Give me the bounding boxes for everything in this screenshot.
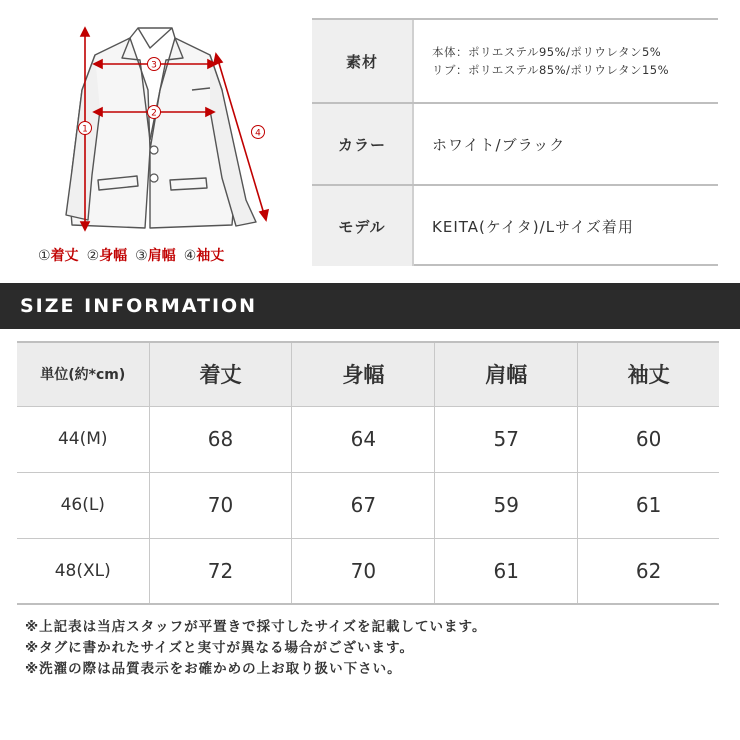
info-row-model: [312, 184, 718, 266]
header-cell: 単位(約*cm): [17, 342, 149, 406]
value-cell: 57: [435, 406, 578, 472]
info-label: モデル: [312, 186, 414, 266]
size-information-banner: SIZE INFORMATION: [0, 283, 740, 329]
info-row-color: [312, 102, 718, 184]
measurement-legend: [38, 245, 224, 265]
marker-1: 1: [82, 124, 88, 135]
header-cell: 身幅: [292, 342, 435, 406]
note-line: ※洗濯の際は品質表示をお確かめの上お取り扱い下さい。: [25, 661, 402, 677]
value-cell: 61: [578, 472, 719, 538]
value-cell: 70: [149, 472, 292, 538]
table-row: [17, 472, 719, 538]
table-row: [17, 406, 719, 472]
jacket-diagram: [0, 0, 290, 275]
value-cell: 72: [149, 538, 292, 604]
marker-4: 4: [255, 128, 261, 139]
note-line: ※タグに書かれたサイズと実寸が異なる場合がございます。: [25, 640, 414, 656]
info-value: 本体：ポリエステル95%/ポリウレタン5% リブ：ポリエステル85%/ポリウレタン15%: [432, 45, 669, 77]
marker-2: 2: [151, 108, 157, 119]
notes: [25, 617, 486, 680]
size-table-header: [17, 342, 719, 406]
value-cell: 60: [578, 406, 719, 472]
info-label: 素材: [312, 20, 414, 102]
value-cell: 59: [435, 472, 578, 538]
legend-item-sleeve: ④袖丈: [183, 248, 225, 264]
note-line: ※上記表は当店スタッフが平置きで採寸したサイズを記載しています。: [25, 619, 487, 635]
info-row-material: [312, 20, 718, 102]
size-table: [17, 341, 719, 605]
info-label: カラー: [312, 104, 414, 184]
size-cell: 48(XL): [17, 538, 149, 604]
legend-item-shoulder: ③肩幅: [135, 248, 176, 264]
legend-item-length: ①着丈: [38, 248, 79, 264]
size-cell: 44(M): [17, 406, 149, 472]
header-cell: 袖丈: [578, 342, 719, 406]
legend-item-width: ②身幅: [86, 248, 128, 264]
value-cell: 70: [292, 538, 435, 604]
header-cell: 肩幅: [435, 342, 578, 406]
info-value: ホワイト/ブラック: [432, 135, 566, 154]
info-value: KEITA(ケイタ)/Lサイズ着用: [432, 217, 634, 236]
value-cell: 67: [292, 472, 435, 538]
jacket-illustration: [0, 0, 290, 245]
value-cell: 61: [435, 538, 578, 604]
value-cell: 62: [578, 538, 719, 604]
value-cell: 68: [149, 406, 292, 472]
size-cell: 46(L): [17, 472, 149, 538]
table-row: [17, 538, 719, 604]
marker-3: 3: [151, 60, 157, 71]
product-info-table: [312, 18, 718, 266]
value-cell: 64: [292, 406, 435, 472]
header-cell: 着丈: [149, 342, 292, 406]
